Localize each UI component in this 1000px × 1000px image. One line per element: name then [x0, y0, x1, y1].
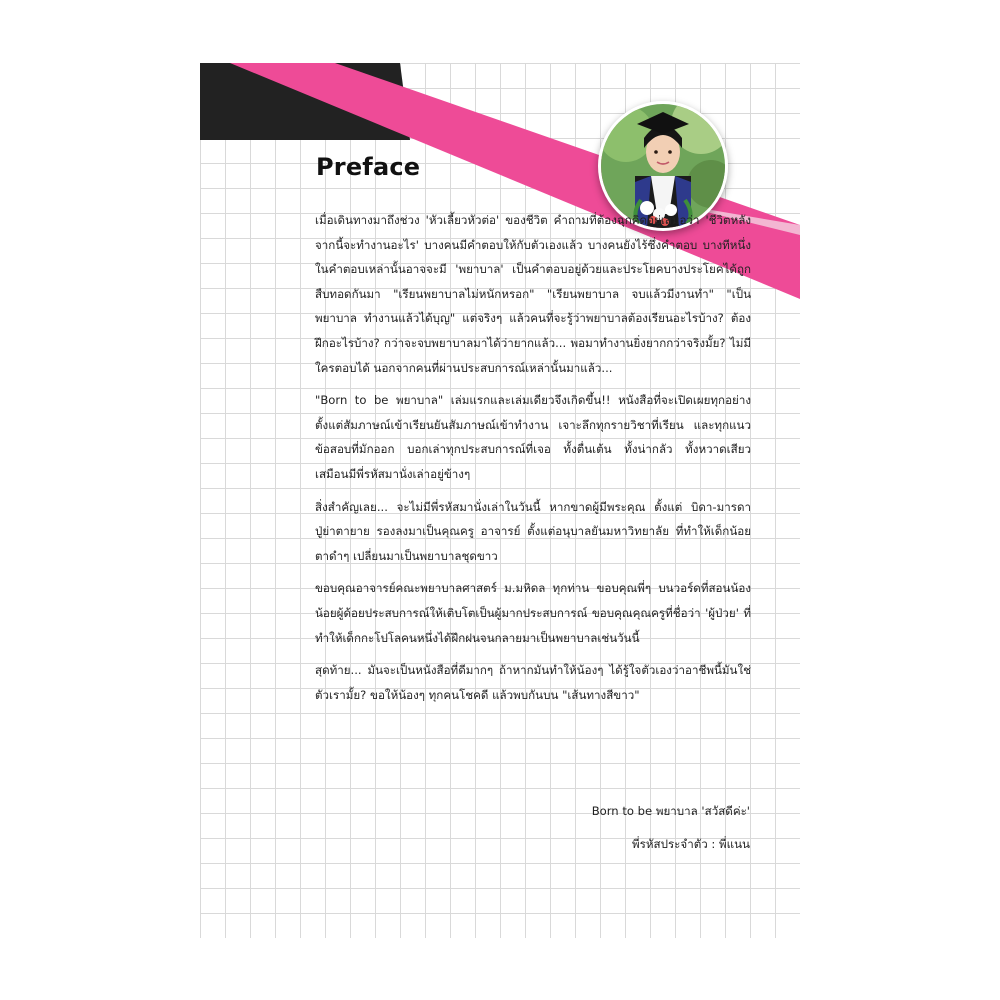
paragraph-5: สุดท้าย... มันจะเป็นหนังสือที่ดีมากๆ ถ้าหากมันทำให้น้องๆ ได้รู้ใจตัวเองว่าอาชีพนี้มันใช่ตัวเรามั้ย? ขอให้น้องๆ ทุกคนโชคดี แล้วพบกันบน "เส้นทางสีขาว"	[315, 663, 751, 702]
paragraph-4: ขอบคุณอาจารย์คณะพยาบาลศาสตร์ ม.มหิดล ทุกท่าน ขอบคุณพี่ๆ บนวอร์ดที่สอนน้องน้อยผู้ด้อยประสบการณ์ให้เติบโตเป็นผู้มากประสบการณ์ ขอบคุณคุณครูที่ชื่อว่า 'ผู้ป่วย' ที่ทำให้เด็กกะโปโลคนหนึ่งได้ฝึกฝนจนกลายมาเป็นพยาบาลเช่นวันนี้	[315, 581, 751, 645]
document-page	[200, 63, 800, 938]
signature-line-1: Born to be พยาบาล 'สวัสดีค่ะ'	[591, 804, 750, 818]
paragraph-1: เมื่อเดินทางมาถึงช่วง 'หัวเลี้ยวหัวต่อ' ของชีวิต คำถามที่ต้องฉุกคิดอยู่เสมอว่า 'ชีวิตหลังจากนี้จะทำงานอะไร' บางคนมีคำตอบให้กับตัวเองแล้ว บางคนยังไร้ซึ่งคำตอบ บางทีหนึ่งในคำตอบเหล่านั้นอาจจะมี 'พยาบาล' เป็นคำตอบอยู่ด้วยและประโยคบางประโยคได้ถูกสืบทอดกันมา "เรียนพยาบาลไม่หนักหรอก" "เรียนพยาบาล จบแล้วมีงานทำ" "เป็นพยาบาล ทำงานแล้วได้บุญ" แต่จริงๆ แล้วคนที่จะรู้ว่าพยาบาลต้องเรียนอะไรบ้าง? ต้องฝึกอะไรบ้าง? กว่าจะจบพยาบาลมาได้ว่ายากแล้ว... พอมาทำงานยิ่งยากกว่าจริงมั้ย? ไม่มีใครตอบได้ นอกจากคนที่ผ่านประสบการณ์เหล่านั้นมาแล้ว...	[315, 213, 751, 375]
page-title: Preface	[316, 153, 421, 181]
signature-line-2: พี่รหัสประจำตัว : พี่แนน	[632, 837, 750, 851]
paragraph-2: "Born to be พยาบาล" เล่มแรกและเล่มเดียวจึงเกิดขึ้น!! หนังสือที่จะเปิดเผยทุกอย่างตั้งแต่สัมภาษณ์เข้าเรียนยันสัมภาษณ์เข้าทำงาน เจาะลึกทุกรายวิชาที่เรียน และทุกแนวข้อสอบที่มักออก บอกเล่าทุกประสบการณ์ที่เจอ ทั้งตื่นเต้น ทั้งน่ากลัว ทั้งหวาดเสียว เสมือนมีพี่รหัสมานั่งเล่าอยู่ข้างๆ	[315, 393, 751, 481]
preface-body	[315, 208, 751, 715]
paragraph-3: สิ่งสำคัญเลย... จะไม่มีพี่รหัสมานั่งเล่าในวันนี้ หากขาดผู้มีพระคุณ ตั้งแต่ บิดา-มารดา ปู่ย่าตายาย รองลงมาเป็นคุณครู อาจารย์ ตั้งแต่อนุบาลยันมหาวิทยาลัย ที่ทำให้เด็กน้อยตาดำๆ เปลี่ยนมาเป็นพยาบาลชุดขาว	[315, 499, 751, 563]
